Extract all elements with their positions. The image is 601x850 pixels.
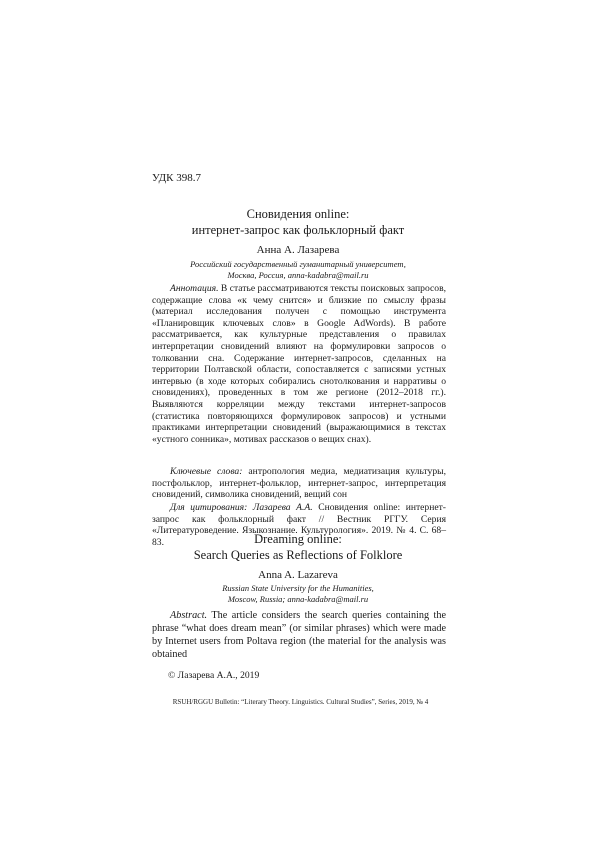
en-abstract-text: The article considers the search queries containing the phrase “what does dream mean” (or similar phrases) which were made by Internet users from Poltava region (the material for the analysis was obtained: [152, 610, 446, 660]
ru-affiliation-line-1: Российский государственный гуманитарный университет,: [190, 259, 406, 269]
ru-keywords: [152, 466, 446, 501]
ru-title-line-1: Сновидения online:: [246, 207, 350, 221]
en-abstract-lead: Abstract.: [170, 610, 208, 621]
en-title-line-1: Dreaming online:: [254, 532, 342, 546]
ru-abstract: [152, 283, 446, 445]
en-author: Anna A. Lazareva: [258, 569, 338, 581]
en-affiliation-line-1: Russian State University for the Humanities,: [222, 583, 374, 593]
en-affiliation-line-2: Moscow, Russia; anna-kadabra@mail.ru: [227, 594, 369, 604]
ru-citation-text: Сновидения online: интернет-запрос как фольклорный факт // Вестник РГГУ. Серия «Литературоведение. Языкознание. Культурология». 2019. № 4. С. 68–83.: [152, 502, 446, 548]
ru-keywords-text: антропология медиа, медиатизация культуры, постфольклор, интернет-фольклор, интернет-запрос, интерпретация сновидений, символика сновидений, вещий сон: [152, 466, 446, 501]
ru-author: Анна А. Лазарева: [256, 244, 340, 256]
ru-keywords-lead: Ключевые слова:: [170, 466, 243, 477]
ru-abstract-lead: Аннотация.: [170, 283, 219, 294]
copyright-note: © Лазарева А.А., 2019: [168, 670, 260, 681]
ru-affiliation-line-2: Москва, Россия, anna-kadabra@mail.ru: [227, 270, 369, 280]
udk-code: УДК 398.7: [152, 172, 202, 184]
ru-title-line-2: интернет-запрос как фольклорный факт: [191, 223, 405, 237]
en-affiliation: [150, 583, 446, 605]
running-footer: RSUH/RGGU Bulletin: “Literary Theory. Linguistics. Cultural Studies”, Series, 2019, № 4: [172, 698, 429, 706]
en-abstract: [152, 609, 446, 661]
ru-affiliation: [150, 259, 446, 281]
ru-citation-lead: Для цитирования: Лазарева А.А.: [170, 502, 313, 513]
ru-title: [150, 206, 446, 238]
en-title: [150, 531, 446, 563]
en-title-line-2: Search Queries as Reflections of Folklore: [193, 548, 403, 562]
ru-abstract-text: В статье рассматриваются тексты поисковых запросов, содержащие слова «к чему снится» и близкие по смыслу фразы (материал исследования получен с помощью инструмента «Планировщик ключевых слов» в Google AdWords). В работе рассматривается, как культурные представления о правилах интерпретации сновидений влияют на формулировки запросов о толковании сна. Содержание интернет-запросов, сделанных на территории Полтавской области, сопоставляется с записями устных интервью (в ходе которых собирались снотолкования и нарративы о сновидениях), проведенных в том же регионе (2012–2018 гг.). Выявляются корреляции между текстами интернет-запросов (статистика повторяющихся формулировок запросов) и устными практиками интерпретации сновидений (выражающимися в текстах «устного сонника», мотивах рассказов о вещих снах).: [152, 283, 446, 445]
